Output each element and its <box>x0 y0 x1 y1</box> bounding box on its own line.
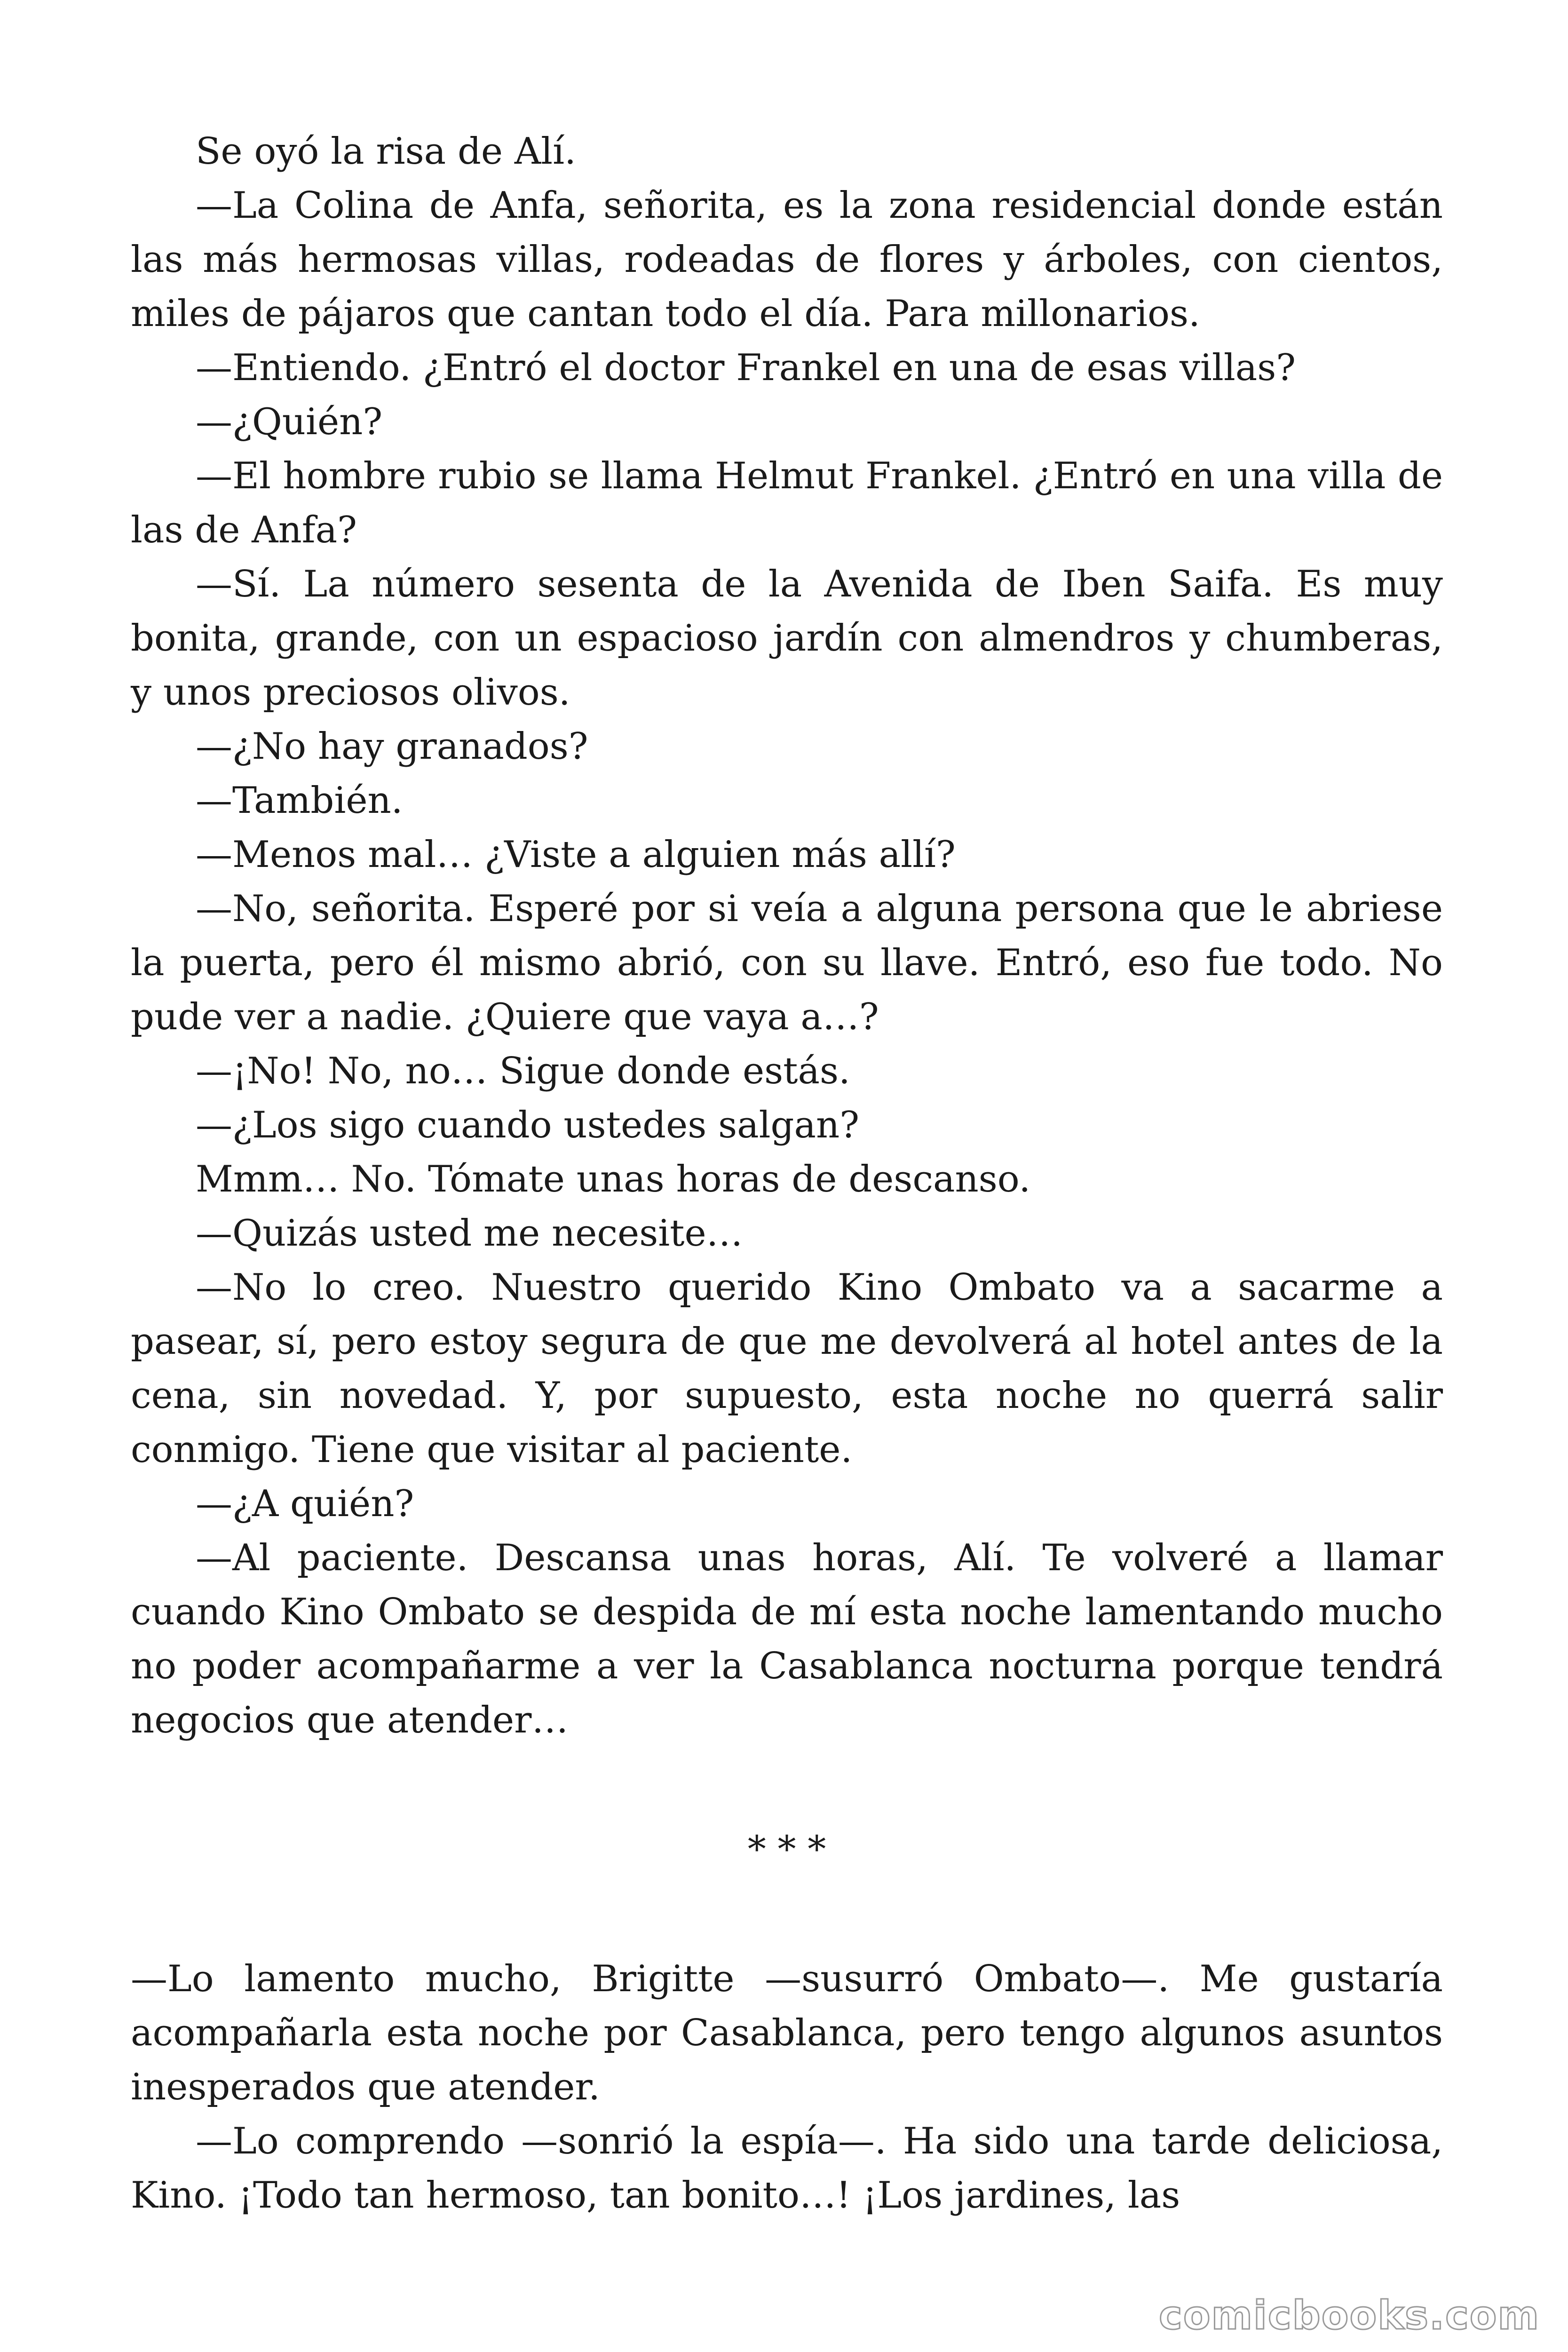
section-gap <box>131 1748 1443 1823</box>
paragraph: —No, señorita. Esperé por si veía a alguna persona que le abriese la puerta, pero él mismo abrió, con su llave. Entró, eso fue todo. No pude ver a nadie. ¿Quiere que vaya a…? <box>131 888 1443 1038</box>
paragraph: Mmm… No. Tómate unas horas de descanso. <box>196 1158 1031 1200</box>
paragraph: —Sí. La número sesenta de la Avenida de Iben Saifa. Es muy bonita, grande, con un espacioso jardín con almendros y chumberas, y unos preciosos olivos. <box>131 563 1443 714</box>
paragraph: —¿Los sigo cuando ustedes salgan? <box>196 1104 860 1146</box>
paragraph: —¿No hay granados? <box>196 725 588 768</box>
paragraph: —Lo lamento mucho, Brigitte —susurró Ombato—. Me gustaría acompañarla esta noche por Casablanca, pero tengo algunos asuntos inesperados que atender. <box>131 1958 1443 2108</box>
page-text <box>131 125 1443 2223</box>
paragraph: Se oyó la risa de Alí. <box>196 130 576 173</box>
paragraph: —Menos mal… ¿Viste a alguien más allí? <box>196 834 956 876</box>
paragraph: —La Colina de Anfa, señorita, es la zona residencial donde están las más hermosas villas, rodeadas de flores y árboles, con cientos, miles de pájaros que cantan todo el día. Para millonarios. <box>131 184 1443 335</box>
paragraph: —No lo creo. Nuestro querido Kino Ombato va a sacarme a pasear, sí, pero estoy segura de que me devolverá al hotel antes de la cena, sin novedad. Y, por supuesto, esta noche no querrá salir conmigo. Tiene que visitar al paciente. <box>131 1266 1443 1471</box>
section-gap <box>131 1877 1443 1952</box>
paragraph: —¿A quién? <box>196 1483 414 1525</box>
paragraph: —¿Quién? <box>196 401 383 443</box>
paragraph: —También. <box>196 779 403 822</box>
paragraph: —El hombre rubio se llama Helmut Frankel. ¿Entró en una villa de las de Anfa? <box>131 455 1443 551</box>
section-separator: * * * <box>747 1828 826 1871</box>
paragraph: —¡No! No, no… Sigue donde estás. <box>196 1050 850 1092</box>
paragraph: —Al paciente. Descansa unas horas, Alí. Te volveré a llamar cuando Kino Ombato se despida de mí esta noche lamentando mucho no poder acompañarme a ver la Casablanca nocturna porque tendrá negocios que atender… <box>131 1537 1443 1741</box>
paragraph: —Entiendo. ¿Entró el doctor Frankel en una de esas villas? <box>196 347 1296 389</box>
watermark-logo: comicbooks.com <box>1159 2292 1540 2338</box>
paragraph: —Quizás usted me necesite… <box>196 1212 743 1255</box>
paragraph: —Lo comprendo —sonrió la espía—. Ha sido una tarde deliciosa, Kino. ¡Todo tan hermoso, tan bonito…! ¡Los jardines, las <box>131 2120 1443 2217</box>
